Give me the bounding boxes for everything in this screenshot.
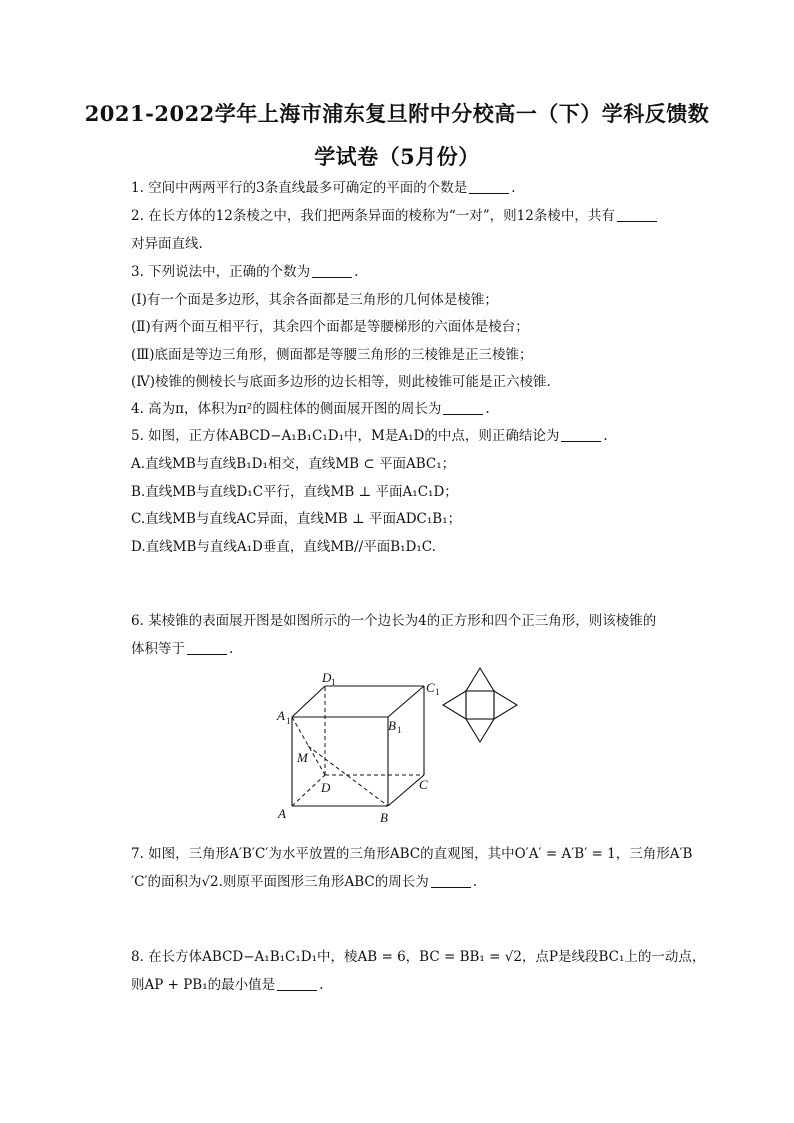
answer-blank: [469, 180, 509, 194]
question-3-text: 3. 下列说法中，正确的个数为: [131, 264, 311, 280]
option-c: C.直线MB与直线AC异面，直线MB ⊥ 平面ADC₁B₁；: [131, 511, 462, 527]
net-triangle-top: [466, 668, 494, 691]
net-triangle-left: [443, 691, 466, 719]
label-d: D: [321, 780, 331, 795]
punct: .: [485, 401, 490, 417]
question-3: [131, 263, 358, 281]
question-5: [131, 427, 608, 445]
question-2: [131, 207, 659, 225]
punct: .: [229, 641, 234, 657]
label-a1-sub: 1: [286, 716, 291, 726]
option-b: B.直线MB与直线D₁C平行，直线MB ⊥ 平面A₁C₁D；: [131, 484, 458, 500]
question-8-cont: [131, 976, 323, 994]
label-a: A: [278, 806, 286, 821]
question-2-cont: 对异面直线.: [131, 236, 203, 252]
question-8-text: 8. 在长方体ABCD−A₁B₁C₁D₁中，棱AB = 6，BC = BB₁ = √2，点P是线段BC₁上的一动点，: [131, 949, 706, 965]
net-square: [466, 691, 494, 719]
statement-ii: (Ⅱ)有两个面互相平行，其余四个面都是等腰梯形的六面体是棱台；: [131, 319, 529, 335]
label-a1: A: [277, 708, 285, 723]
answer-blank: [431, 874, 471, 888]
punct: .: [511, 180, 516, 196]
exam-title-line1: 2021-2022学年上海市浦东复旦附中分校高一（下）学科反馈数: [84, 101, 710, 126]
question-5-text: 5. 如图，正方体ABCD−A₁B₁C₁D₁中，M是A₁D的中点，则正确结论为: [131, 428, 560, 444]
label-b1-sub: 1: [397, 725, 402, 735]
question-6: [131, 612, 656, 630]
question-4-text: 4. 高为π，体积为π²的圆柱体的侧面展开图的周长为: [131, 401, 442, 417]
cube-figure: [275, 670, 440, 825]
answer-blank: [187, 641, 227, 655]
question-6-cont-text: 体积等于: [131, 641, 185, 657]
question-8: [131, 948, 705, 966]
edge-a1-d1: [292, 686, 325, 717]
question-1: [131, 179, 516, 197]
answer-blank: [277, 977, 317, 991]
question-7-text: 7. 如图，三角形A′B′C′为水平放置的三角形ABC的直观图，其中O′A′ = A′B′ = 1，三角形A′B: [131, 846, 693, 862]
answer-blank: [561, 428, 601, 442]
question-6-text: 6. 某棱锥的表面展开图是如图所示的一个边长为4的正方形和四个正三角形，则该棱锥的: [131, 613, 657, 629]
label-m: M: [297, 750, 308, 765]
label-d1-sub: 1: [331, 677, 336, 687]
net-triangle-bottom: [466, 719, 494, 742]
question-6-cont: [131, 640, 233, 658]
punct: .: [354, 264, 359, 280]
label-c: C: [419, 777, 428, 792]
answer-blank: [617, 208, 657, 222]
statement-i: (Ⅰ)有一个面是多边形，其余各面都是三角形的几何体是棱锥；: [131, 292, 498, 308]
question-8-cont-text: 则AP + PB₁的最小值是: [131, 977, 276, 993]
question-2-text: 2. 在长方体的12条棱之中，我们把两条异面的棱称为“一对”，则12条棱中，共有: [131, 208, 615, 224]
option-a: A.直线MB与直线B₁D₁相交，直线MB ⊂ 平面ABC₁；: [131, 456, 456, 472]
question-1-text: 1. 空间中两两平行的3条直线最多可确定的平面的个数是: [131, 180, 468, 196]
option-d: D.直线MB与直线A₁D垂直，直线MB//平面B₁D₁C.: [131, 539, 436, 555]
answer-blank: [312, 264, 352, 278]
statement-iv: (Ⅳ)棱锥的侧棱长与底面多边形的边长相等，则此棱锥可能是正六棱锥.: [131, 374, 551, 390]
label-c1: C: [426, 680, 435, 695]
punct: .: [319, 977, 324, 993]
label-d1: D: [322, 670, 332, 685]
pyramid-net-figure: [442, 667, 518, 743]
edge-b1-c1: [388, 686, 424, 717]
question-7: [131, 845, 692, 863]
net-triangle-right: [494, 691, 517, 719]
label-c1-sub: 1: [435, 687, 440, 697]
label-b: B: [380, 810, 388, 825]
label-b1: B: [388, 718, 396, 733]
segment-m-b: [308, 746, 388, 806]
punct: .: [472, 874, 477, 890]
statement-iii: (Ⅲ)底面是等边三角形，侧面都是等腰三角形的三棱锥是正三棱锥；: [131, 347, 533, 363]
exam-title-line2: 学试卷（5月份）: [314, 144, 480, 169]
question-7-cont-text: ′C′的面积为√2.则原平面图形三角形ABC的周长为: [131, 874, 429, 890]
answer-blank: [443, 401, 483, 415]
question-4: [131, 400, 490, 418]
punct: .: [603, 428, 608, 444]
question-7-cont: [131, 873, 477, 891]
